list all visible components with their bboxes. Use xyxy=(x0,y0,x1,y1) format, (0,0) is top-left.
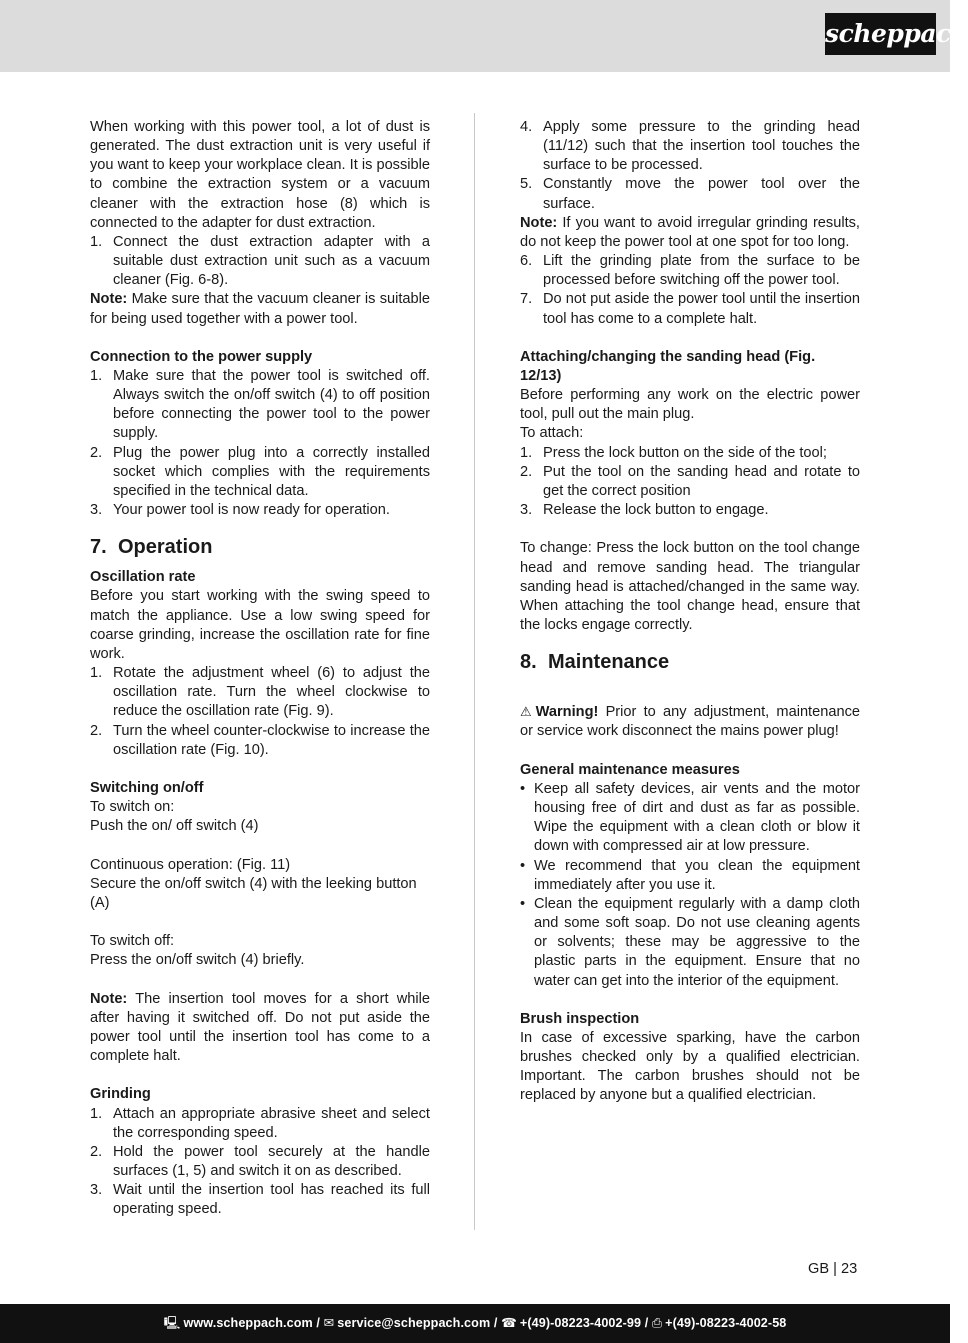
list-item: 1. Connect the dust extraction adapter with a suitable dust extraction unit such as a vacuum cleaner (Fig. 6-8). xyxy=(90,233,430,289)
change-text: To change: Press the lock button on the tool change head and remove sanding head. The triangular sanding head is attached/changed in the same way. When attaching the tool change head, ensure that the locks engage correctly. xyxy=(520,540,860,634)
warning-triangle-icon: ⚠ xyxy=(520,704,532,720)
page-number: GB | 23 xyxy=(808,1261,858,1277)
list-item: 1. Press the lock button on the side of the tool; xyxy=(520,444,827,461)
grinding-steps-continued-2 xyxy=(520,252,860,329)
list-item: 7. Do not put aside the power tool until the insertion tool has come to a complete halt. xyxy=(520,291,860,327)
footer-phone: +(49)-08223-4002-99 xyxy=(519,1316,642,1330)
list-item: 1. Make sure that the power tool is switched off. Always switch the on/off switch (4) to off position before connecting the power tool to the power supply. xyxy=(90,368,430,442)
grinding-note: Note: If you want to avoid irregular grinding results, do not keep the power tool at one spot for too long. xyxy=(520,214,860,250)
brush-heading: Brush inspection xyxy=(520,1010,640,1027)
mail-icon: ✉︎ xyxy=(323,1316,335,1330)
list-item: • Clean the equipment regularly with a damp cloth and some soft soap. Do not use cleaning agents or solvents; these may be aggressive to the plastic parts in the equipment. Ensure that no water can get into the interior of the equipment. xyxy=(520,895,860,989)
right-column xyxy=(520,118,860,1106)
attach-label: To attach: xyxy=(520,425,584,442)
oscillation-steps xyxy=(90,664,430,760)
power-heading: Connection to the power supply xyxy=(90,348,313,365)
switch-on-text: Push the on/ off switch (4) xyxy=(90,818,259,835)
list-item: • Keep all safety devices, air vents and the motor housing free of dirt and dust as far as possible. Wipe the equipment with a clean cloth or blow it down with compressed air at low pressure. xyxy=(520,780,860,855)
switch-on-label: To switch on: xyxy=(90,799,175,816)
dust-note: Note: Make sure that the vacuum cleaner is suitable for being used together with a power tool. xyxy=(90,291,430,327)
brand-logo: scheppach xyxy=(825,13,936,55)
switch-off-text: Press the on/off switch (4) briefly. xyxy=(90,952,305,969)
grinding-steps-continued xyxy=(520,118,860,214)
footer-bar: 🖳︎ www.scheppach.com / ✉︎ service@scheppach.com / ☎︎ +(49)-08223-4002-99 / ⎙ +(49)-08223-4002-58 xyxy=(0,1304,950,1343)
list-item: 2. Turn the wheel counter-clockwise to increase the oscillation rate (Fig. 10). xyxy=(90,722,430,758)
list-item: 6. Lift the grinding plate from the surface to be processed before switching off the power tool. xyxy=(520,253,860,289)
grinding-heading: Grinding xyxy=(90,1086,151,1103)
phone-icon: ☎︎ xyxy=(501,1316,517,1330)
bullet-icon: • xyxy=(520,857,526,874)
list-item: 3. Your power tool is now ready for operation. xyxy=(90,502,390,519)
dust-intro: When working with this power tool, a lot of dust is generated. The dust extraction unit is very useful if you want to keep your workplace clean. It is possible to combine the extraction system or a vacuum cleaner with the extraction hose (8) which is connected to the adapter for dust extraction. xyxy=(90,119,430,231)
list-item: 3. Release the lock button to engage. xyxy=(520,502,769,519)
general-maintenance-heading: General maintenance measures xyxy=(520,761,740,778)
power-steps xyxy=(90,367,430,520)
computer-icon: 🖳︎ xyxy=(163,1316,181,1330)
list-item: 1. Attach an appropriate abrasive sheet and select the corresponding speed. xyxy=(90,1105,430,1141)
section-8-title: 8. Maintenance xyxy=(520,651,670,674)
attach-steps xyxy=(520,444,860,521)
switching-heading: Switching on/off xyxy=(90,779,204,796)
left-column xyxy=(90,118,430,1220)
list-item: 2. Hold the power tool securely at the handle surfaces (1, 5) and switch it on as described. xyxy=(90,1143,430,1180)
sanding-heading: Attaching/changing the sanding head (Fig. 12/13) xyxy=(520,348,816,385)
footer-website-link[interactable]: www.scheppach.com xyxy=(183,1316,313,1330)
switch-note: Note: The insertion tool moves for a short while after having it switched off. Do not put aside the power tool until the insertion tool has come to a complete halt. xyxy=(90,990,430,1065)
grinding-steps xyxy=(90,1105,430,1220)
list-item: 4. Apply some pressure to the grinding head (11/12) such that the insertion tool touches the surface to be processed. xyxy=(520,119,860,174)
footer-email-link[interactable]: service@scheppach.com xyxy=(337,1316,491,1330)
continuous-label: Continuous operation: (Fig. 11) xyxy=(90,856,291,873)
list-item: 5. Constantly move the power tool over the surface. xyxy=(520,176,860,212)
bullet-icon: • xyxy=(520,895,526,912)
maintenance-bullets xyxy=(520,780,860,991)
fax-icon: ⎙ xyxy=(651,1316,663,1330)
switch-off-label: To switch off: xyxy=(90,933,175,950)
column-divider xyxy=(474,113,475,1230)
oscillation-intro: Before you start working with the swing speed to match the appliance. Use a low swing speed for coarse grinding, increase the oscillation rate for fine work. xyxy=(90,588,430,662)
footer-fax: +(49)-08223-4002-58 xyxy=(665,1316,787,1330)
warning-text: ⚠ Warning! Prior to any adjustment, maintenance or service work disconnect the mains power plug! xyxy=(520,704,860,740)
oscillation-heading: Oscillation rate xyxy=(90,569,196,586)
list-item: 2. Put the tool on the sanding head and rotate to get the correct position xyxy=(520,463,860,499)
dust-steps xyxy=(90,233,430,290)
header-band xyxy=(0,0,950,72)
section-7-title: 7. Operation xyxy=(90,536,213,559)
sanding-intro: Before performing any work on the electric power tool, pull out the main plug. xyxy=(520,387,860,423)
continuous-text: Secure the on/off switch (4) with the leeking button (A) xyxy=(90,875,417,911)
brush-text: In case of excessive sparking, have the carbon brushes checked only by a qualified electrician. Important. The carbon brushes should not be replaced by anyone but a qualified electrician. xyxy=(520,1029,860,1104)
list-item: 3. Wait until the insertion tool has reached its full operating speed. xyxy=(90,1182,430,1218)
list-item: 1. Rotate the adjustment wheel (6) to adjust the oscillation rate. Turn the wheel clockwise to reduce the oscillation rate (Fig. 9). xyxy=(90,665,430,720)
list-item: 2. Plug the power plug into a correctly installed socket which complies with the requirements specified in the technical data. xyxy=(90,444,430,499)
bullet-icon: • xyxy=(520,780,526,797)
list-item: • We recommend that you clean the equipment immediately after you use it. xyxy=(520,857,860,893)
